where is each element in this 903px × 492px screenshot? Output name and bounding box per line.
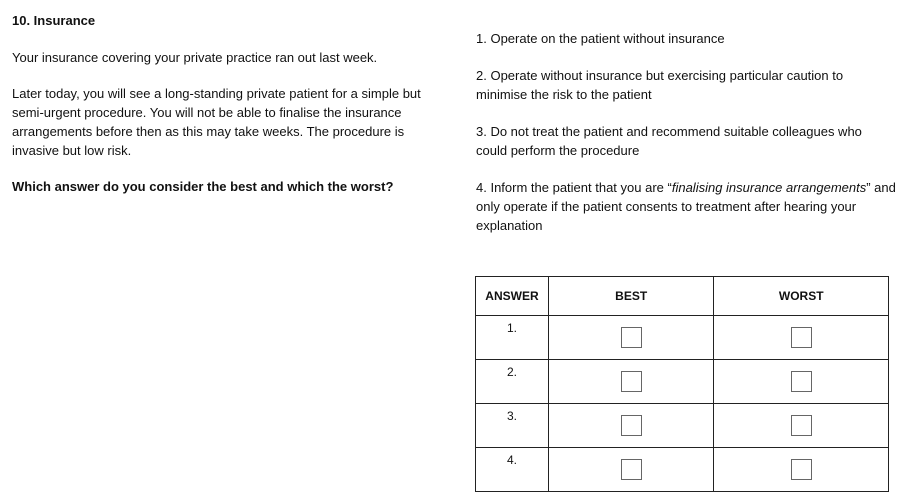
table-row xyxy=(476,448,889,492)
question-prompt: Which answer do you consider the best and which the worst? xyxy=(12,179,394,194)
header-worst: WORST xyxy=(714,277,889,316)
table-header-row xyxy=(476,277,889,316)
worst-cell xyxy=(714,360,889,404)
best-cell xyxy=(548,404,714,448)
worst-cell xyxy=(714,404,889,448)
header-best: BEST xyxy=(548,277,714,316)
worst-cell xyxy=(714,316,889,360)
worst-checkbox[interactable] xyxy=(791,327,812,348)
option-4 xyxy=(476,178,896,235)
best-cell xyxy=(548,360,714,404)
question-panel xyxy=(12,11,442,196)
best-checkbox[interactable] xyxy=(621,371,642,392)
option-1: 1. Operate on the patient without insurance xyxy=(476,31,725,46)
scenario-details: Later today, you will see a long-standing private patient for a simple but semi-urgent procedure. You will not be able to finalise the insurance arrangements before then as this may take weeks. The procedure is invasive but low risk. xyxy=(12,86,421,158)
header-answer: ANSWER xyxy=(476,277,549,316)
answer-number: 1. xyxy=(476,316,549,360)
worst-checkbox[interactable] xyxy=(791,415,812,436)
scenario-intro: Your insurance covering your private practice ran out last week. xyxy=(12,50,378,65)
table-row xyxy=(476,316,889,360)
table-row xyxy=(476,360,889,404)
option-4-italic: finalising insurance arrangements xyxy=(671,180,867,195)
best-checkbox[interactable] xyxy=(621,459,642,480)
answer-number: 3. xyxy=(476,404,549,448)
worst-cell xyxy=(714,448,889,492)
option-2: 2. Operate without insurance but exercising particular caution to minimise the risk to the patient xyxy=(476,68,844,102)
answer-number: 4. xyxy=(476,448,549,492)
table-row xyxy=(476,404,889,448)
question-title: 10. Insurance xyxy=(12,13,96,28)
option-3: 3. Do not treat the patient and recommend suitable colleagues who could perform the procedure xyxy=(476,124,862,158)
answer-table xyxy=(475,276,889,492)
options-list xyxy=(476,29,896,253)
best-cell xyxy=(548,448,714,492)
worst-checkbox[interactable] xyxy=(791,459,812,480)
option-4-prefix: 4. Inform the patient that you are “ xyxy=(476,180,672,195)
best-checkbox[interactable] xyxy=(621,327,642,348)
best-checkbox[interactable] xyxy=(621,415,642,436)
option-4-suffix: ” and only operate if the patient consents to treatment after hearing your explanation xyxy=(476,180,896,233)
worst-checkbox[interactable] xyxy=(791,371,812,392)
answer-number: 2. xyxy=(476,360,549,404)
best-cell xyxy=(548,316,714,360)
